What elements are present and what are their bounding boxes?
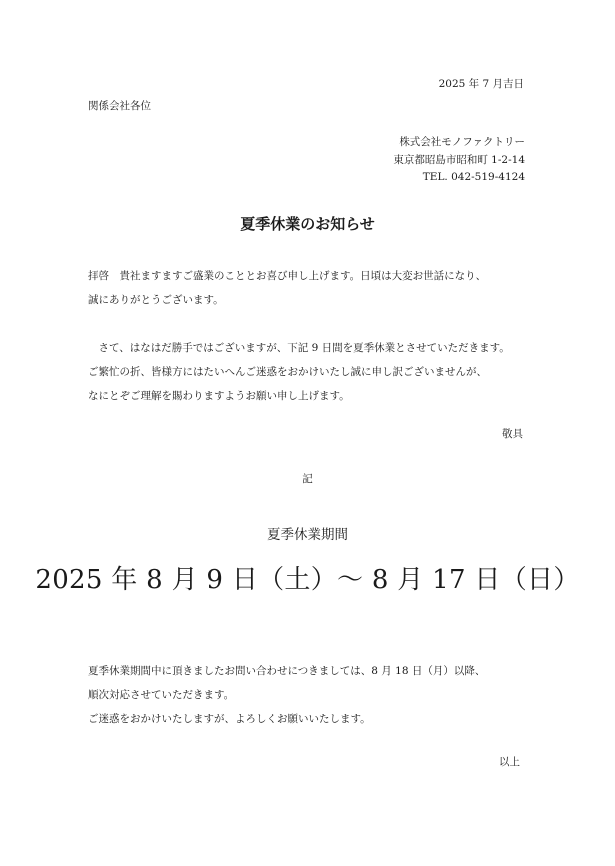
sender-block	[393, 134, 525, 187]
holiday-period-label: 夏季休業期間	[267, 527, 348, 543]
sender-tel: TEL. 042-519-4124	[422, 171, 525, 183]
addressee: 関係会社各位	[88, 100, 151, 112]
issue-date: 2025 年 7 月吉日	[438, 78, 524, 90]
sender-company: 株式会社モノファクトリー	[399, 136, 525, 148]
ki-marker: 記	[302, 473, 313, 485]
greeting-line: 誠にありがとうございます。	[88, 294, 224, 306]
greeting-line: 拝啓 貴社ますますご盛業のこととお喜び申し上げます。日頃は大変お世話になり、	[88, 270, 487, 282]
notice-paragraph	[88, 336, 510, 408]
closing-ijo: 以上	[499, 756, 520, 768]
footer-line: 順次対応させていただきます。	[88, 689, 235, 701]
footer-paragraph	[88, 659, 485, 731]
notice-line: なにとぞご理解を賜わりますようお願い申し上げます。	[88, 390, 350, 402]
footer-line: ご迷惑をおかけいたしますが、よろしくお願いいたします。	[88, 713, 371, 725]
footer-line: 夏季休業期間中に頂きましたお問い合わせにつきましては、8 月 18 日（月）以降、	[88, 665, 486, 677]
sender-address: 東京都昭島市昭和町 1-2-14	[393, 153, 525, 166]
holiday-period-dates: 2025 年 8 月 9 日（土）～ 8 月 17 日（日）	[35, 565, 580, 595]
notice-line: さて、はなはだ勝手ではございますが、下記 9 日間を夏季休業とさせていただきます。	[88, 342, 510, 354]
closing-keigu: 敬具	[502, 428, 523, 440]
greeting-paragraph	[88, 264, 486, 312]
notice-line: ご繁忙の折、皆様方にはたいへんご迷惑をおかけいたし誠に申し訳ございませんが、	[88, 366, 487, 378]
document-title: 夏季休業のお知らせ	[240, 215, 375, 233]
